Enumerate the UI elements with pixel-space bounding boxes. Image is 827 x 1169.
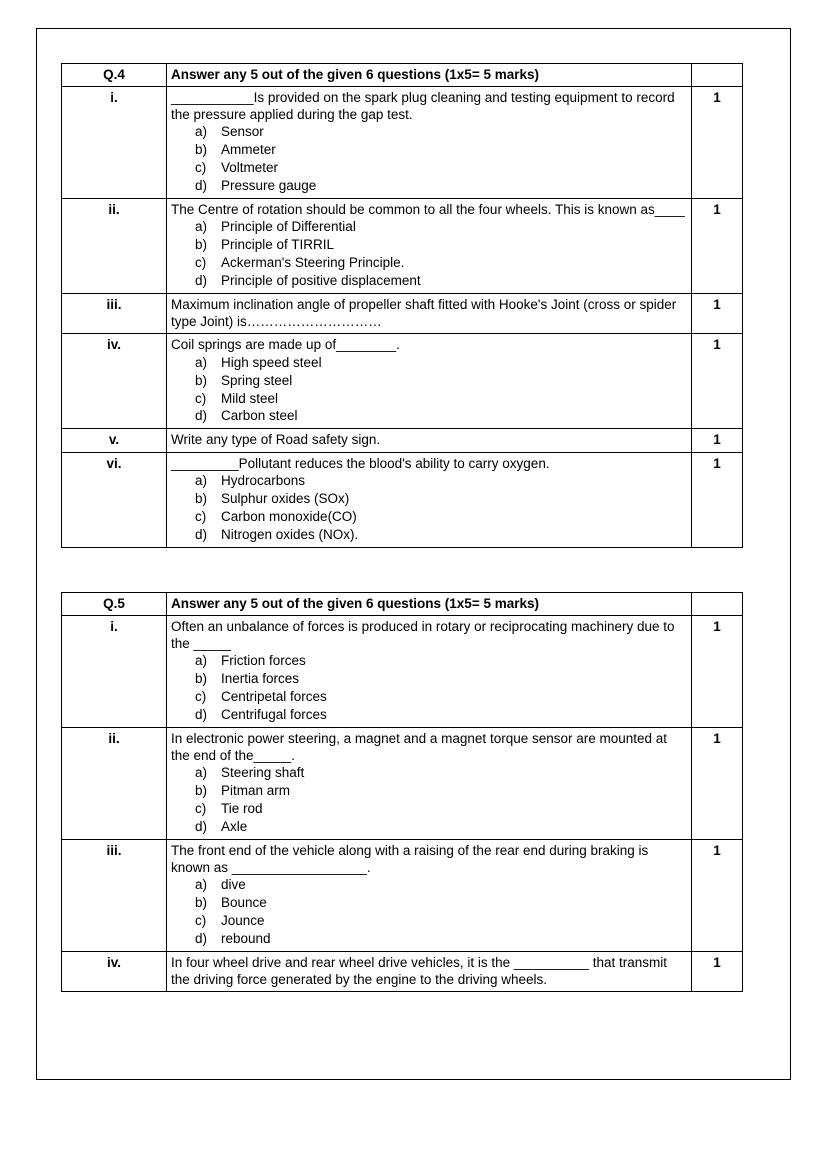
marks-header xyxy=(692,64,743,87)
list-item xyxy=(195,490,687,508)
marks-value: 1 xyxy=(692,615,743,727)
option-label: c) xyxy=(195,688,207,704)
option-text: High speed steel xyxy=(221,354,322,370)
option-text: Ammeter xyxy=(221,142,276,158)
option-list xyxy=(171,652,687,724)
list-item xyxy=(195,782,687,800)
table-row xyxy=(62,87,743,199)
list-item xyxy=(195,372,687,390)
list-item xyxy=(195,508,687,526)
table-row xyxy=(62,452,743,547)
option-label: a) xyxy=(195,219,208,235)
option-label: c) xyxy=(195,508,207,524)
list-item xyxy=(195,141,687,159)
option-label: b) xyxy=(195,782,208,798)
option-label: c) xyxy=(195,390,207,406)
list-item xyxy=(195,706,687,724)
list-item xyxy=(195,688,687,706)
page-content xyxy=(61,63,721,992)
option-label: c) xyxy=(195,913,207,929)
list-item xyxy=(195,159,687,177)
option-text: Carbon monoxide(CO) xyxy=(221,508,357,524)
option-text: Nitrogen oxides (NOx). xyxy=(221,526,359,542)
option-list xyxy=(171,218,687,290)
question-stem: Maximum inclination angle of propeller shaft fitted with Hooke's Joint (cross or spider type Joint) is………………………… xyxy=(171,297,677,330)
table-header-row xyxy=(62,64,743,87)
section-instruction: Answer any 5 out of the given 6 questions (1x5= 5 marks) xyxy=(167,64,692,87)
option-list xyxy=(171,354,687,426)
list-item xyxy=(195,472,687,490)
table-gap xyxy=(61,548,717,592)
question-table-q4 xyxy=(61,63,743,548)
option-list xyxy=(171,764,687,836)
option-text: Ackerman's Steering Principle. xyxy=(221,255,405,271)
option-text: Bounce xyxy=(221,895,267,911)
option-label: d) xyxy=(195,706,208,722)
option-list xyxy=(171,876,687,948)
sub-question-label: ii. xyxy=(62,199,167,294)
option-text: dive xyxy=(221,877,246,893)
sub-question-label: iii. xyxy=(62,294,167,334)
option-text: Friction forces xyxy=(221,652,306,668)
list-item xyxy=(195,390,687,408)
list-item xyxy=(195,236,687,254)
list-item xyxy=(195,354,687,372)
option-label: b) xyxy=(195,142,208,158)
list-item xyxy=(195,218,687,236)
question-stem: _________Pollutant reduces the blood's ability to carry oxygen. xyxy=(171,455,550,471)
list-item xyxy=(195,254,687,272)
list-item xyxy=(195,800,687,818)
sub-question-label: i. xyxy=(62,615,167,727)
marks-value: 1 xyxy=(692,727,743,839)
option-text: Voltmeter xyxy=(221,160,279,176)
option-label: b) xyxy=(195,895,208,911)
question-stem: ___________Is provided on the spark plug cleaning and testing equipment to record the pressure applied during the gap test. xyxy=(171,90,675,123)
option-label: a) xyxy=(195,765,208,781)
sub-question-label: v. xyxy=(62,429,167,452)
list-item xyxy=(195,177,687,195)
marks-value: 1 xyxy=(692,334,743,429)
table-row xyxy=(62,429,743,452)
marks-value: 1 xyxy=(692,294,743,334)
list-item xyxy=(195,407,687,425)
question-number: Q.5 xyxy=(62,592,167,615)
list-item xyxy=(195,894,687,912)
list-item xyxy=(195,272,687,290)
sub-question-label: iv. xyxy=(62,951,167,991)
question-stem: In electronic power steering, a magnet and a magnet torque sensor are mounted at the end of the_____. xyxy=(171,730,668,763)
sub-question-label: ii. xyxy=(62,727,167,839)
option-text: Principle of Differential xyxy=(221,219,356,235)
table-row xyxy=(62,334,743,429)
question-stem: Coil springs are made up of________. xyxy=(171,337,400,353)
option-label: b) xyxy=(195,237,208,253)
question-stem: In four wheel drive and rear wheel drive vehicles, it is the __________ that transmit the driving force generated by the engine to the driving wheels. xyxy=(171,954,668,988)
question-body xyxy=(167,839,692,951)
option-text: Jounce xyxy=(221,913,265,929)
option-label: c) xyxy=(195,255,207,271)
option-label: c) xyxy=(195,160,207,176)
option-label: a) xyxy=(195,472,208,488)
list-item xyxy=(195,818,687,836)
option-text: Axle xyxy=(221,818,248,834)
question-stem: Often an unbalance of forces is produced in rotary or reciprocating machinery due to the _____ xyxy=(171,618,675,651)
option-label: d) xyxy=(195,408,208,424)
question-body xyxy=(167,334,692,429)
question-body xyxy=(167,294,692,334)
option-text: Tie rod xyxy=(221,800,263,816)
question-stem: The Centre of rotation should be common to all the four wheels. This is known as____ xyxy=(171,202,685,218)
option-text: Principle of positive displacement xyxy=(221,273,421,289)
question-stem: The front end of the vehicle along with a raising of the rear end during braking is known as __________________. xyxy=(171,842,649,875)
option-text: Principle of TIRRIL xyxy=(221,237,335,253)
list-item xyxy=(195,764,687,782)
option-text: rebound xyxy=(221,930,271,946)
option-label: a) xyxy=(195,124,208,140)
option-label: d) xyxy=(195,526,208,542)
option-text: Inertia forces xyxy=(221,670,300,686)
question-body xyxy=(167,951,692,991)
list-item xyxy=(195,670,687,688)
option-text: Mild steel xyxy=(221,390,279,406)
marks-value: 1 xyxy=(692,429,743,452)
option-label: d) xyxy=(195,930,208,946)
question-body xyxy=(167,615,692,727)
question-number: Q.4 xyxy=(62,64,167,87)
sub-question-label: iv. xyxy=(62,334,167,429)
marks-value: 1 xyxy=(692,87,743,199)
marks-value: 1 xyxy=(692,452,743,547)
option-text: Spring steel xyxy=(221,372,293,388)
page-border xyxy=(36,28,791,1080)
sub-question-label: vi. xyxy=(62,452,167,547)
sub-question-label: iii. xyxy=(62,839,167,951)
question-body xyxy=(167,452,692,547)
table-row xyxy=(62,951,743,991)
option-text: Pitman arm xyxy=(221,782,291,798)
question-body xyxy=(167,199,692,294)
option-text: Hydrocarbons xyxy=(221,472,306,488)
option-text: Sensor xyxy=(221,124,264,140)
question-table-q5 xyxy=(61,592,743,993)
marks-value: 1 xyxy=(692,199,743,294)
option-label: d) xyxy=(195,818,208,834)
option-label: d) xyxy=(195,178,208,194)
option-label: b) xyxy=(195,670,208,686)
option-label: a) xyxy=(195,652,208,668)
sub-question-label: i. xyxy=(62,87,167,199)
list-item xyxy=(195,123,687,141)
question-body xyxy=(167,87,692,199)
question-body xyxy=(167,429,692,452)
option-label: d) xyxy=(195,273,208,289)
option-label: a) xyxy=(195,354,208,370)
table-row xyxy=(62,615,743,727)
list-item xyxy=(195,652,687,670)
list-item xyxy=(195,912,687,930)
option-text: Pressure gauge xyxy=(221,178,317,194)
table-header-row xyxy=(62,592,743,615)
option-text: Centripetal forces xyxy=(221,688,327,704)
option-label: b) xyxy=(195,372,208,388)
option-text: Carbon steel xyxy=(221,408,298,424)
marks-value: 1 xyxy=(692,839,743,951)
table-row xyxy=(62,199,743,294)
list-item xyxy=(195,930,687,948)
table-row xyxy=(62,294,743,334)
option-label: b) xyxy=(195,490,208,506)
option-text: Steering shaft xyxy=(221,765,305,781)
table-row xyxy=(62,727,743,839)
question-stem: Write any type of Road safety sign. xyxy=(171,432,381,448)
list-item xyxy=(195,876,687,894)
table-row xyxy=(62,839,743,951)
option-label: a) xyxy=(195,877,208,893)
marks-header xyxy=(692,592,743,615)
list-item xyxy=(195,526,687,544)
option-text: Sulphur oxides (SOx) xyxy=(221,490,350,506)
option-list xyxy=(171,472,687,544)
section-instruction: Answer any 5 out of the given 6 questions (1x5= 5 marks) xyxy=(167,592,692,615)
option-text: Centrifugal forces xyxy=(221,706,327,722)
option-label: c) xyxy=(195,800,207,816)
question-body xyxy=(167,727,692,839)
marks-value: 1 xyxy=(692,951,743,991)
option-list xyxy=(171,123,687,195)
